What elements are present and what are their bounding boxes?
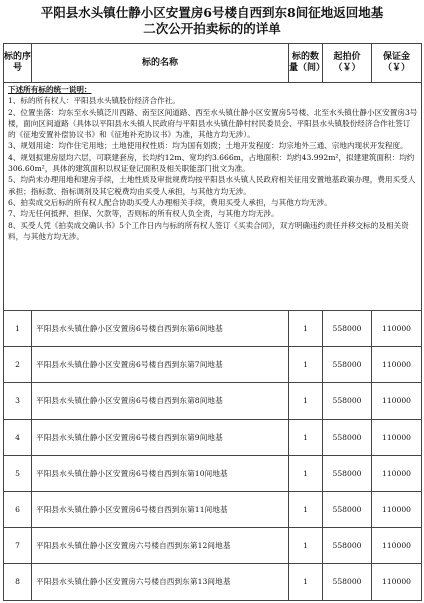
cell-start-price: 558000 — [323, 564, 372, 600]
cell-qty: 1 — [289, 564, 323, 600]
cell-name: 平阳县水头镇仕静小区安置房6号楼自西到东第9间地基 — [32, 419, 289, 455]
cell-name: 平阳县水头镇仕静小区安置房6号楼自西到东第7间地基 — [32, 347, 289, 383]
cell-deposit: 110000 — [372, 383, 422, 419]
cell-start-price: 558000 — [323, 491, 372, 527]
cell-qty: 1 — [289, 491, 323, 527]
cell-no: 7 — [4, 528, 32, 564]
cell-no: 4 — [4, 419, 32, 455]
cell-no: 8 — [4, 564, 32, 600]
table-row — [4, 455, 422, 491]
note-item: 7、均无任何抵押、担保、欠款等，否则标的所有权人负全责，与其他方均无涉。 — [8, 209, 279, 219]
cell-qty: 1 — [289, 383, 323, 419]
cell-start-price: 558000 — [323, 419, 372, 455]
cell-start-price: 558000 — [323, 528, 372, 564]
notes-heading: 下述所有标的统一说明： — [8, 85, 92, 94]
title-line-1: 平阳县水头镇仕静小区安置房6号楼自西到东8间征地返回地基 — [40, 5, 384, 20]
cell-qty: 1 — [289, 347, 323, 383]
note-item: 8、买受人凭《拍卖成交确认书》5个工作日内与标的所有权人签订《买卖合同》，双方明确违约责任并移交标的及相关资料，与其他方均无涉。 — [8, 220, 409, 241]
cell-deposit: 110000 — [372, 455, 422, 491]
note-item: 3、规划用途：均作住宅用地；土地使用权性质：均为国有划拨；土地开发程度：均宗地外三通、宗地内现状开发程度。 — [8, 141, 408, 151]
table-row — [4, 383, 422, 419]
note-item: 6、拍卖成交后标的所有权人配合协助买受人办理相关手续，费用买受人承担，与其他方均无涉。 — [8, 197, 332, 207]
table-row — [4, 528, 422, 564]
cell-deposit: 110000 — [372, 491, 422, 527]
cell-qty: 1 — [289, 455, 323, 491]
notes-row — [4, 83, 422, 311]
cell-deposit: 110000 — [372, 311, 422, 347]
cell-qty: 1 — [289, 528, 323, 564]
cell-name: 平阳县水头镇仕静小区安置房6号楼自西到东第8间地基 — [32, 383, 289, 419]
cell-no: 1 — [4, 311, 32, 347]
note-item: 1、标的所有权人：平阳县水头镇股份经济合作社。 — [8, 96, 180, 106]
cell-name: 平阳县水头镇仕静小区安置房6号楼自西到东第11间地基 — [32, 491, 289, 527]
note-item: 2、位置坐落：均东至水头镇泛川西路、南至区间道路、西至水头镇仕静小区安置房5号楼、北至水头镇仕静小区安置房3号楼，面向区间道路（具体以平阳县水头镇人民政府与平阳县水头镇仕静村村民委员会、平阳县水头镇股份经济合作社签订的《征地安置补偿协议书》和《征地补充协议书》为准，其他方均无涉）。 — [8, 107, 418, 140]
header-qty: 标的数量（间） — [289, 44, 323, 83]
table-row — [4, 347, 422, 383]
table-row — [4, 564, 422, 600]
header-start-price: 起拍价（￥） — [323, 44, 372, 83]
cell-start-price: 558000 — [323, 311, 372, 347]
cell-no: 3 — [4, 383, 32, 419]
title-line-2: 二次公开拍卖标的的详单 — [143, 21, 281, 36]
cell-deposit: 110000 — [372, 564, 422, 600]
cell-name: 平阳县水头镇仕静小区安置房六号楼自西到东第13间地基 — [32, 564, 289, 600]
cell-start-price: 558000 — [323, 383, 372, 419]
cell-start-price: 558000 — [323, 347, 372, 383]
cell-no: 5 — [4, 455, 32, 491]
header-no: 标的序号 — [4, 44, 32, 83]
table-row — [4, 419, 422, 455]
document-title — [0, 0, 424, 38]
cell-deposit: 110000 — [372, 528, 422, 564]
cell-name: 平阳县水头镇仕静小区安置房6号楼自西到东第10间地基 — [32, 455, 289, 491]
cell-qty: 1 — [289, 311, 323, 347]
table-row — [4, 311, 422, 347]
table-header-row — [4, 44, 422, 83]
note-item: 4、规划拟建房屋均六层，可联建套房，长均约12m、宽均约3.666m，占地面积：均约43.992m²，拟建建筑面积：均约306.60m²，具体的建筑面积以权证登记面积及相关职能部门批文为准。 — [8, 152, 415, 174]
notes-cell — [4, 83, 422, 311]
header-deposit: 保证金（￥） — [372, 44, 422, 83]
auction-items-table — [3, 43, 422, 601]
cell-name: 平阳县水头镇仕静小区安置房6号楼自西到东第6间地基 — [32, 311, 289, 347]
header-name: 标的名称 — [32, 44, 289, 83]
note-item: 5、均尚未办理用地和建房手续，土地性质及审批规费均按平阳县水头镇人民政府相关征用安置地基政策办理，费用买受人承担；指标款、指标调剂及其它税费均由买受人承担，与其他方均无涉。 — [8, 175, 416, 196]
cell-start-price: 558000 — [323, 455, 372, 491]
cell-deposit: 110000 — [372, 347, 422, 383]
cell-name: 平阳县水头镇仕静小区安置房六号楼自西到东第12间地基 — [32, 528, 289, 564]
cell-qty: 1 — [289, 419, 323, 455]
cell-no: 2 — [4, 347, 32, 383]
cell-deposit: 110000 — [372, 419, 422, 455]
cell-no: 6 — [4, 491, 32, 527]
table-row — [4, 491, 422, 527]
